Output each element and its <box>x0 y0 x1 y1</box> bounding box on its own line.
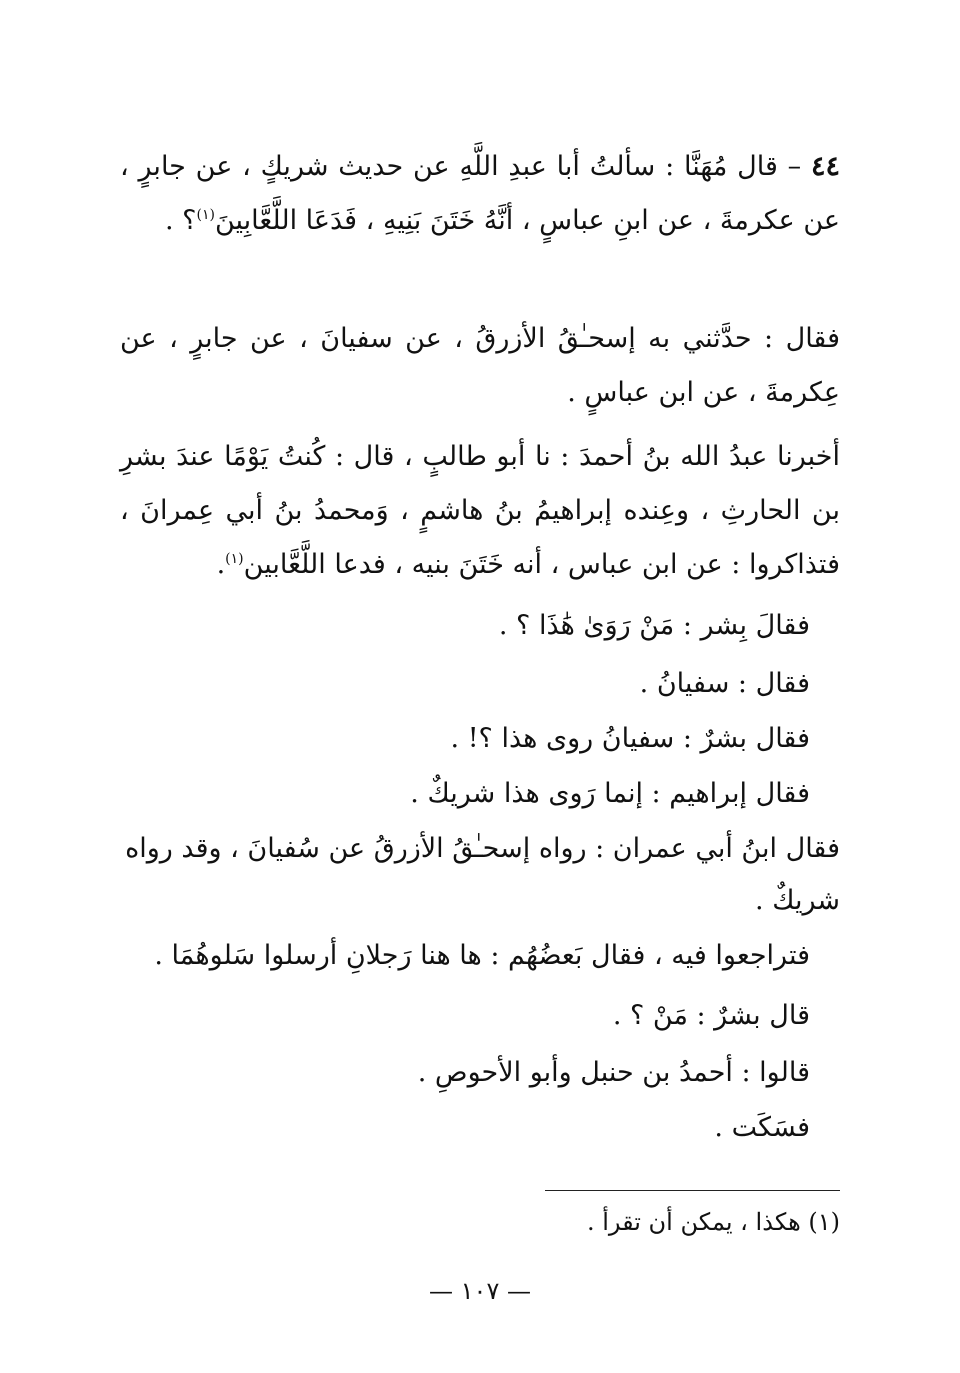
dialogue-line-6: فتراجعوا فيه ، فقال بَعضُهُم : ها هنا رَجلانِ أرسلوا سَلوهُمَا . <box>154 940 810 971</box>
dialogue-line-4: فقال إبراهيم : إنما رَوى هذا شريكٌ . <box>410 778 810 809</box>
hadith-44-text-end: ؟ . <box>164 205 197 236</box>
footnote-divider <box>545 1190 840 1191</box>
dialogue-line-5b: شريكٌ . <box>755 885 840 916</box>
dialogue-line-9: فسَكَت . <box>714 1112 810 1143</box>
chain-text: فقال : حدَّثني به إسحـٰقُ الأزرقُ ، عن سفيانَ ، عن جابرٍ ، عن عِكرمةَ ، عن ابن عباسٍ . <box>120 323 840 408</box>
report-paragraph <box>120 430 840 592</box>
dialogue-line-1: فقالَ بِشر : مَنْ رَوَىٰ هَٰذَا ؟ . <box>498 610 810 641</box>
report-text: أخبرنا عبدُ الله بنُ أحمدَ : نا أبو طالبٍ ، قال : كُنتُ يَوْمًا عندَ بشرِ بن الحارثِ ، وعِنده إبراهيمُ بنُ هاشمٍ ، وَمحمدُ بنُ أبي عِمرانَ ، فتذاكروا : عن ابن عباس ، أنه خَتَنَ بنيه ، فدعا اللَّعَّابين <box>120 441 840 580</box>
report-text-end: . <box>216 549 226 580</box>
dialogue-line-5: فقال ابنُ أبي عمران : رواه إسحـٰقُ الأزرقُ عن سُفيانَ ، وقد رواه <box>125 833 840 864</box>
footnote-ref-2: (١) <box>225 551 244 567</box>
dialogue-line-7: قال بشرٌ : مَنْ ؟ . <box>612 1000 810 1031</box>
dialogue-line-8: قالوا : أحمدُ بن حنبل وأبو الأحوصِ . <box>417 1057 810 1088</box>
footnote-ref-1: (١) <box>196 207 215 223</box>
hadith-44-paragraph <box>120 140 840 248</box>
dialogue-line-3: فقال بشرٌ : سفيانُ روى هذا ؟! . <box>450 723 810 754</box>
footnote: (١) هكذا ، يمكن أن تقرأ . <box>586 1208 840 1236</box>
page-number: — ١٠٧ — <box>429 1277 531 1305</box>
hadith-number: ٤٤ <box>810 151 840 182</box>
hadith-44-text: – قال مُهَنَّا : سألتُ أبا عبدِ اللَّهِ عن حديث شريكٍ ، عن جابرٍ ، عن عكرمةَ ، عن ابنِ عباسٍ ، أنَّهُ خَتَنَ بَنِيهِ ، فَدَعَا اللَّعَّابِينَ <box>120 151 840 236</box>
chain-paragraph <box>120 312 840 420</box>
dialogue-line-2: فقال : سفيانُ . <box>639 668 810 699</box>
